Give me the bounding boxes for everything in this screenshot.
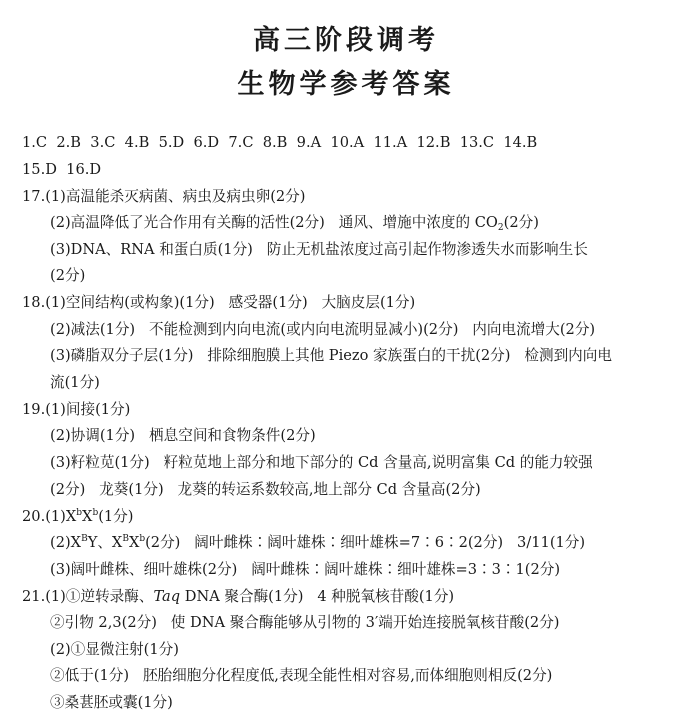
q20-p2-rest: (2分) 阔叶雌株∶阔叶雄株∶细叶雄株=7∶6∶2(2分) 3/11(1分): [145, 534, 586, 551]
q17-part2: [50, 213, 539, 233]
q21-p1b: DNA 聚合酶(1分) 4 种脱氧核苷酸(1分): [180, 588, 455, 605]
q20-p2-m2: X: [128, 534, 140, 551]
q20-p1-post: (1分): [98, 508, 134, 525]
q21-part2-3: ③桑葚胚或囊(1分): [50, 694, 173, 711]
q19-part1: 19.(1)间接(1分): [22, 401, 131, 418]
q17-part1: 17.(1)高温能杀灭病菌、病虫及病虫卵(2分): [22, 188, 306, 205]
q21-part2-1: (2)①显微注射(1分): [50, 641, 179, 658]
q20-p1-mid: X: [82, 508, 93, 525]
q20-part1: [22, 507, 133, 527]
q21-p1a: 21.(1)①逆转录酶、: [22, 588, 154, 605]
q20-p2-x1: (2)X: [50, 534, 82, 551]
q17-part3: (3)DNA、RNA 和蛋白质(1分) 防止无机盐浓度过高引起作物渗透失水而影响生长: [50, 241, 588, 258]
q21-part1-2: ②引物 2,3(2分) 使 DNA 聚合酶能够从引物的 3′端开始连接脱氧核苷酸(2分): [50, 614, 560, 631]
q21-taq: Taq: [153, 588, 181, 605]
q20-part3: (3)阔叶雌株、细叶雄株(2分) 阔叶雌株∶阔叶雄株∶细叶雄株=3∶3∶1(2分): [50, 561, 561, 578]
q18-part1: 18.(1)空间结构(或构象)(1分) 感受器(1分) 大脑皮层(1分): [22, 294, 416, 311]
q17-part2-text: (2)高温降低了光合作用有关酶的活性(2分) 通风、增施中浓度的 CO: [50, 214, 498, 231]
q19-part3: (3)籽粒苋(1分) 籽粒苋地上部分和地下部分的 Cd 含量高,说明富集 Cd 的能力较强: [50, 454, 593, 471]
q19-part2: (2)协调(1分) 栖息空间和食物条件(2分): [50, 427, 316, 444]
q21-part1: [22, 587, 454, 607]
q17-part2-score: (2分): [503, 214, 539, 231]
title-line-2: 生物学参考答案: [237, 69, 455, 100]
q18-part3-cont: 流(1分): [50, 374, 100, 391]
mcq-answers-line-2: 15.D 16.D: [22, 161, 102, 178]
q20-p1-sup1: b: [76, 508, 83, 518]
title-line-1: 高三阶段调考: [253, 25, 439, 56]
co2-subscript: 2: [497, 223, 504, 233]
q20-p2-s1: B: [81, 534, 88, 544]
q19-part3-cont: (2分) 龙葵(1分) 龙葵的转运系数较高,地上部分 Cd 含量高(2分): [50, 481, 481, 498]
q17-part3-cont: (2分): [50, 267, 86, 284]
q18-part2: (2)减法(1分) 不能检测到内向电流(或内向电流明显减小)(2分) 内向电流增大(2分): [50, 321, 596, 338]
q20-p1-pre: 20.(1)X: [22, 508, 77, 525]
q20-p2-m1: Y、X: [87, 534, 123, 551]
q21-part2-2: ②低于(1分) 胚胎细胞分化程度低,表现全能性相对容易,而体细胞则相反(2分): [50, 667, 553, 684]
q18-part3: (3)磷脂双分子层(1分) 排除细胞膜上其他 Piezo 家族蛋白的干扰(2分) 检测到内向电: [50, 347, 612, 364]
q20-p1-sup2: b: [92, 508, 99, 518]
q20-part2: [50, 533, 585, 553]
q20-p2-s2: B: [122, 534, 129, 544]
q20-p2-s3: b: [139, 534, 146, 544]
mcq-answers-line-1: 1.C 2.B 3.C 4.B 5.D 6.D 7.C 8.B 9.A 10.A 11.A 12.B 13.C 14.B: [22, 134, 538, 151]
